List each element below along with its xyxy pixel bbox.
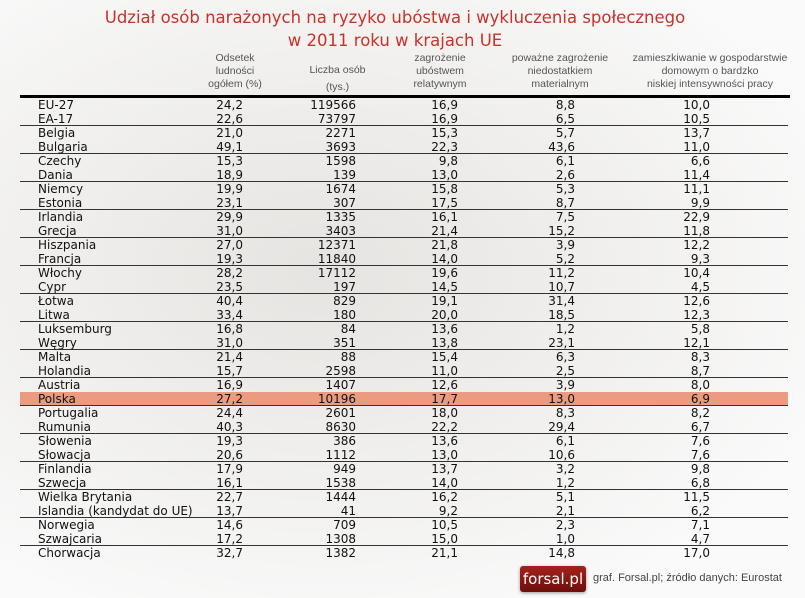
value-cell: 11,1 xyxy=(683,182,710,196)
value-cell: 2601 xyxy=(325,406,356,420)
country-cell: Belgia xyxy=(38,126,76,140)
value-cell: 3403 xyxy=(325,224,356,238)
value-cell: 9,8 xyxy=(690,462,710,476)
value-cell: 10,0 xyxy=(683,98,710,112)
country-cell: Szwajcaria xyxy=(38,532,102,546)
value-cell: 949 xyxy=(333,462,356,476)
value-cell: 12,1 xyxy=(683,336,710,350)
value-cell: 3,9 xyxy=(555,238,575,252)
table-row xyxy=(20,238,788,252)
header-zagrozenie: zagrożenie ubóstwem relatywnym xyxy=(413,52,467,90)
value-cell: 14,6 xyxy=(216,518,243,532)
table-row xyxy=(20,392,788,406)
country-cell: Norwegia xyxy=(38,518,95,532)
table-row xyxy=(20,378,788,392)
value-cell: 17112 xyxy=(317,266,356,280)
country-cell: Luksemburg xyxy=(38,322,112,336)
value-cell: 13,0 xyxy=(431,448,458,462)
country-cell: Niemcy xyxy=(38,182,84,196)
country-cell: Czechy xyxy=(38,154,82,168)
value-cell: 1598 xyxy=(325,154,356,168)
value-cell: 31,4 xyxy=(548,294,575,308)
value-cell: 16,9 xyxy=(431,98,458,112)
value-cell: 41 xyxy=(340,504,356,518)
value-cell: 31,0 xyxy=(216,224,243,238)
value-cell: 307 xyxy=(333,196,356,210)
value-cell: 7,5 xyxy=(555,210,575,224)
value-cell: 12,6 xyxy=(431,378,458,392)
country-cell: Holandia xyxy=(38,364,91,378)
value-cell: 351 xyxy=(333,336,356,350)
value-cell: 5,8 xyxy=(690,322,710,336)
value-cell: 2,3 xyxy=(555,518,575,532)
value-cell: 13,6 xyxy=(431,322,458,336)
country-cell: Estonia xyxy=(38,196,83,210)
table-row xyxy=(20,210,788,224)
country-cell: Bulgaria xyxy=(38,140,88,154)
value-cell: 22,9 xyxy=(683,210,710,224)
value-cell: 1,0 xyxy=(555,532,575,546)
value-cell: 5,7 xyxy=(555,126,575,140)
value-cell: 9,3 xyxy=(690,252,710,266)
value-cell: 11,8 xyxy=(683,224,710,238)
value-cell: 17,0 xyxy=(683,546,710,560)
value-cell: 8,2 xyxy=(690,406,710,420)
value-cell: 1407 xyxy=(325,378,356,392)
value-cell: 15,7 xyxy=(216,364,243,378)
table-row xyxy=(20,322,788,336)
value-cell: 16,2 xyxy=(431,490,458,504)
value-cell: 16,9 xyxy=(216,378,243,392)
country-cell: Irlandia xyxy=(38,210,84,224)
value-cell: 15,3 xyxy=(431,126,458,140)
value-cell: 18,5 xyxy=(548,308,575,322)
value-cell: 19,1 xyxy=(431,294,458,308)
value-cell: 10,5 xyxy=(431,518,458,532)
value-cell: 2598 xyxy=(325,364,356,378)
value-cell: 12,6 xyxy=(683,294,710,308)
value-cell: 6,2 xyxy=(690,504,710,518)
value-cell: 29,4 xyxy=(548,420,575,434)
table-row xyxy=(20,196,788,210)
table-row xyxy=(20,308,788,322)
table-row xyxy=(20,462,788,476)
table-row xyxy=(20,336,788,350)
value-cell: 15,2 xyxy=(548,224,575,238)
value-cell: 13,7 xyxy=(431,462,458,476)
value-cell: 23,1 xyxy=(216,196,243,210)
value-cell: 9,9 xyxy=(690,196,710,210)
value-cell: 23,5 xyxy=(216,280,243,294)
table-row xyxy=(20,546,788,560)
value-cell: 3,2 xyxy=(555,462,575,476)
value-cell: 28,2 xyxy=(216,266,243,280)
source-note: graf. Forsal.pl; źródło danych: Eurostat xyxy=(593,572,782,584)
value-cell: 33,4 xyxy=(216,308,243,322)
country-cell: Grecja xyxy=(38,224,77,238)
value-cell: 12371 xyxy=(317,238,356,252)
value-cell: 13,0 xyxy=(548,392,575,406)
table-row xyxy=(20,364,788,378)
value-cell: 14,8 xyxy=(548,546,575,560)
value-cell: 73797 xyxy=(317,112,356,126)
value-cell: 21,4 xyxy=(216,350,243,364)
table-row xyxy=(20,168,788,182)
value-cell: 8,7 xyxy=(690,364,710,378)
value-cell: 13,7 xyxy=(683,126,710,140)
value-cell: 16,1 xyxy=(216,476,243,490)
table-row xyxy=(20,350,788,364)
value-cell: 6,8 xyxy=(690,476,710,490)
country-cell: Szwecja xyxy=(38,476,87,490)
value-cell: 13,0 xyxy=(431,168,458,182)
value-cell: 1444 xyxy=(325,490,356,504)
table-row xyxy=(20,98,788,112)
value-cell: 19,3 xyxy=(216,434,243,448)
value-cell: 1382 xyxy=(325,546,356,560)
value-cell: 4,5 xyxy=(690,280,710,294)
table-row xyxy=(20,518,788,532)
table-row xyxy=(20,532,788,546)
value-cell: 19,3 xyxy=(216,252,243,266)
value-cell: 1,2 xyxy=(555,476,575,490)
value-cell: 2,1 xyxy=(555,504,575,518)
value-cell: 11840 xyxy=(317,252,356,266)
value-cell: 7,1 xyxy=(690,518,710,532)
value-cell: 11,0 xyxy=(431,364,458,378)
header-zamieszkiwanie: zamieszkiwanie w gospodarstwie domowym o bardzko niskiej intensywności pracy xyxy=(632,52,788,90)
value-cell: 6,3 xyxy=(555,350,575,364)
chart-title xyxy=(0,6,790,52)
value-cell: 14,0 xyxy=(431,476,458,490)
value-cell: 6,1 xyxy=(555,434,575,448)
table-row xyxy=(20,476,788,490)
country-cell: Wielka Brytania xyxy=(38,490,133,504)
value-cell: 40,3 xyxy=(216,420,243,434)
value-cell: 23,1 xyxy=(548,336,575,350)
value-cell: 1,2 xyxy=(555,322,575,336)
country-cell: Słowenia xyxy=(38,434,92,448)
table-row xyxy=(20,448,788,462)
value-cell: 3,9 xyxy=(555,378,575,392)
value-cell: 8,8 xyxy=(555,98,575,112)
value-cell: 31,0 xyxy=(216,336,243,350)
country-cell: Islandia (kandydat do UE) xyxy=(38,504,193,518)
country-cell: Malta xyxy=(38,350,72,364)
country-cell: Francja xyxy=(38,252,82,266)
value-cell: 8,3 xyxy=(690,350,710,364)
value-cell: 11,2 xyxy=(548,266,575,280)
value-cell: 14,5 xyxy=(431,280,458,294)
value-cell: 49,1 xyxy=(216,140,243,154)
value-cell: 1112 xyxy=(325,448,356,462)
table-row xyxy=(20,266,788,280)
value-cell: 15,3 xyxy=(216,154,243,168)
value-cell: 12,2 xyxy=(683,238,710,252)
table-row xyxy=(20,434,788,448)
value-cell: 2,5 xyxy=(555,364,575,378)
value-cell: 2,6 xyxy=(555,168,575,182)
table-row xyxy=(20,294,788,308)
value-cell: 21,0 xyxy=(216,126,243,140)
country-cell: Austria xyxy=(38,378,81,392)
value-cell: 24,4 xyxy=(216,406,243,420)
country-cell: Chorwacja xyxy=(38,546,101,560)
value-cell: 22,6 xyxy=(216,112,243,126)
value-cell: 13,6 xyxy=(431,434,458,448)
value-cell: 19,6 xyxy=(431,266,458,280)
value-cell: 197 xyxy=(333,280,356,294)
value-cell: 17,5 xyxy=(431,196,458,210)
value-cell: 17,2 xyxy=(216,532,243,546)
value-cell: 13,7 xyxy=(216,504,243,518)
value-cell: 17,9 xyxy=(216,462,243,476)
value-cell: 9,2 xyxy=(438,504,458,518)
country-cell: Polska xyxy=(38,392,76,406)
value-cell: 10,7 xyxy=(548,280,575,294)
value-cell: 386 xyxy=(333,434,356,448)
value-cell: 27,0 xyxy=(216,238,243,252)
value-cell: 29,9 xyxy=(216,210,243,224)
value-cell: 27,2 xyxy=(216,392,243,406)
table-row xyxy=(20,126,788,140)
value-cell: 11,4 xyxy=(683,168,710,182)
table-row xyxy=(20,406,788,420)
value-cell: 8,7 xyxy=(555,196,575,210)
value-cell: 7,6 xyxy=(690,434,710,448)
table-row xyxy=(20,280,788,294)
value-cell: 10,5 xyxy=(683,112,710,126)
value-cell: 17,7 xyxy=(431,392,458,406)
value-cell: 829 xyxy=(333,294,356,308)
table-row xyxy=(20,154,788,168)
value-cell: 18,9 xyxy=(216,168,243,182)
value-cell: 24,2 xyxy=(216,98,243,112)
value-cell: 6,6 xyxy=(690,154,710,168)
value-cell: 16,8 xyxy=(216,322,243,336)
table-row xyxy=(20,504,788,518)
header-powazne: poważne zagrożenie niedostatkiem materialnym xyxy=(511,52,609,90)
value-cell: 15,8 xyxy=(431,182,458,196)
title-line-1: Udział osób narażonych na ryzyko ubóstwa i wykluczenia społecznego xyxy=(104,8,686,27)
value-cell: 18,0 xyxy=(431,406,458,420)
title-line-2: w 2011 roku w krajach UE xyxy=(287,31,503,50)
country-cell: Hiszpania xyxy=(38,238,97,252)
value-cell: 8,0 xyxy=(690,378,710,392)
value-cell: 84 xyxy=(340,322,356,336)
country-cell: Węgry xyxy=(38,336,77,350)
value-cell: 10,6 xyxy=(548,448,575,462)
forsal-logo: forsal.pl xyxy=(520,566,586,592)
country-cell: Portugalia xyxy=(38,406,99,420)
value-cell: 5,2 xyxy=(555,252,575,266)
table-row xyxy=(20,252,788,266)
value-cell: 5,1 xyxy=(555,490,575,504)
value-cell: 1538 xyxy=(325,476,356,490)
value-cell: 709 xyxy=(333,518,356,532)
value-cell: 1308 xyxy=(325,532,356,546)
value-cell: 22,3 xyxy=(431,140,458,154)
value-cell: 5,3 xyxy=(555,182,575,196)
country-cell: EA-17 xyxy=(38,112,74,126)
value-cell: 15,4 xyxy=(431,350,458,364)
value-cell: 21,1 xyxy=(431,546,458,560)
value-cell: 119566 xyxy=(310,98,356,112)
value-cell: 6,5 xyxy=(555,112,575,126)
value-cell: 1674 xyxy=(325,182,356,196)
value-cell: 19,9 xyxy=(216,182,243,196)
value-cell: 40,4 xyxy=(216,294,243,308)
value-cell: 10,4 xyxy=(683,266,710,280)
value-cell: 88 xyxy=(340,350,356,364)
table-row xyxy=(20,490,788,504)
table-row xyxy=(20,182,788,196)
country-cell: Łotwa xyxy=(38,294,74,308)
header-odsetek: Odsetek ludności ogółem (%) xyxy=(208,52,262,90)
value-cell: 6,9 xyxy=(690,392,710,406)
country-cell: EU-27 xyxy=(38,98,74,112)
value-cell: 139 xyxy=(333,168,356,182)
value-cell: 1335 xyxy=(325,210,356,224)
country-cell: Litwa xyxy=(38,308,70,322)
table-row xyxy=(20,112,788,126)
value-cell: 16,9 xyxy=(431,112,458,126)
table-row xyxy=(20,224,788,238)
value-cell: 43,6 xyxy=(548,140,575,154)
value-cell: 3693 xyxy=(325,140,356,154)
value-cell: 8,3 xyxy=(555,406,575,420)
value-cell: 4,7 xyxy=(690,532,710,546)
value-cell: 20,0 xyxy=(431,308,458,322)
value-cell: 20,6 xyxy=(216,448,243,462)
country-cell: Włochy xyxy=(38,266,82,280)
value-cell: 11,0 xyxy=(683,140,710,154)
table-row xyxy=(20,140,788,154)
value-cell: 12,3 xyxy=(683,308,710,322)
value-cell: 180 xyxy=(333,308,356,322)
table-row xyxy=(20,420,788,434)
value-cell: 13,8 xyxy=(431,336,458,350)
country-cell: Cypr xyxy=(38,280,67,294)
value-cell: 32,7 xyxy=(216,546,243,560)
country-cell: Słowacja xyxy=(38,448,91,462)
value-cell: 21,8 xyxy=(431,238,458,252)
value-cell: 9,8 xyxy=(438,154,458,168)
header-liczba: Liczba osób (tys.) xyxy=(309,64,366,93)
value-cell: 6,7 xyxy=(690,420,710,434)
value-cell: 11,5 xyxy=(683,490,710,504)
value-cell: 2271 xyxy=(325,126,356,140)
value-cell: 10196 xyxy=(317,392,356,406)
value-cell: 14,0 xyxy=(431,252,458,266)
value-cell: 16,1 xyxy=(431,210,458,224)
country-cell: Finlandia xyxy=(38,462,92,476)
value-cell: 6,1 xyxy=(555,154,575,168)
value-cell: 21,4 xyxy=(431,224,458,238)
country-cell: Dania xyxy=(38,168,73,182)
value-cell: 7,6 xyxy=(690,448,710,462)
value-cell: 22,2 xyxy=(431,420,458,434)
value-cell: 15,0 xyxy=(431,532,458,546)
value-cell: 8630 xyxy=(325,420,356,434)
country-cell: Rumunia xyxy=(38,420,91,434)
value-cell: 22,7 xyxy=(216,490,243,504)
